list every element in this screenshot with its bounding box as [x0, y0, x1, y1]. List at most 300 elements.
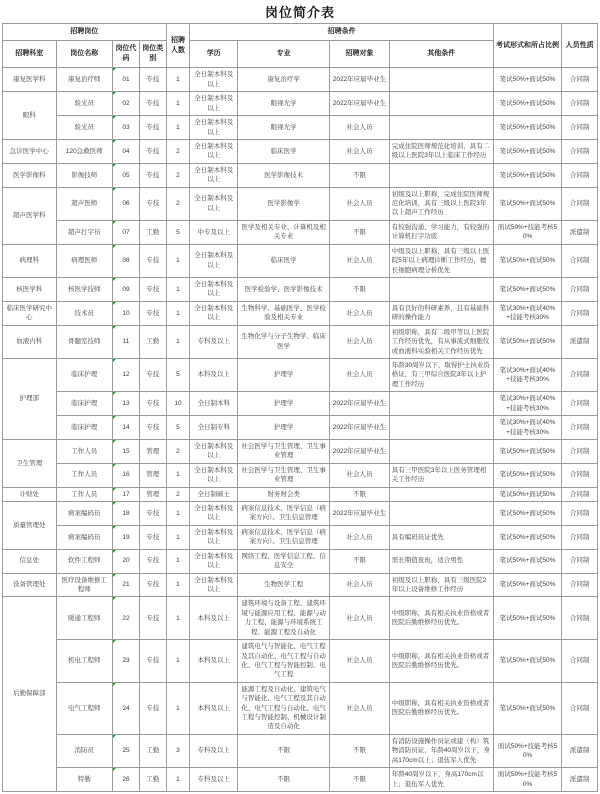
cell-personnel-nature: 合同制: [562, 502, 598, 526]
cell-exam-form: 面试50%+技能考核50%: [493, 768, 561, 792]
cell-post-code: 19: [113, 525, 140, 549]
cell-personnel-nature: 合同制: [562, 139, 598, 163]
cell-education: 专科及以上: [190, 734, 238, 767]
cell-major: 网络工程、医学信息工程、信息安全: [237, 549, 329, 573]
header-col-major: 专业: [237, 41, 329, 68]
cell-target: 2022年应届毕业生: [330, 68, 390, 92]
cell-post-code: 20: [113, 549, 140, 573]
cell-dept: 急诊医学中心: [3, 139, 57, 163]
table-row: [3, 244, 598, 277]
cell-post-code: 21: [113, 573, 140, 597]
cell-post-name: 影像技师: [56, 163, 113, 187]
cell-post-code: 09: [113, 278, 140, 302]
table-row: [3, 92, 598, 116]
cell-count: 1: [166, 278, 190, 302]
cell-education: 全日制本科及以上: [190, 439, 238, 463]
cell-education: 全日制本科及以上: [190, 68, 238, 92]
cell-personnel-nature: 合同制: [562, 163, 598, 187]
cell-exam-form: 面试50%+技能考核50%: [493, 220, 561, 244]
cell-exam-form: 笔试30%+面试40%+技能考核30%: [493, 358, 561, 391]
cell-target: 社会人员: [330, 187, 390, 220]
cell-education: 全日制本科及以上: [190, 502, 238, 526]
cell-count: 5: [166, 220, 190, 244]
header-col-name: 岗位名称: [56, 41, 113, 68]
cell-other-conditions: 中级职称，具有相关执业资格或者医院后勤维修经历优先。: [389, 682, 493, 734]
cell-post-name: 验光员: [56, 116, 113, 140]
cell-major: 眼视光学: [237, 92, 329, 116]
cell-count: 1: [166, 502, 190, 526]
cell-post-name: 暖通工程师: [56, 597, 113, 640]
cell-target: 不限: [330, 220, 390, 244]
table-row: [3, 278, 598, 302]
cell-exam-form: 笔试50%+面试50%: [493, 487, 561, 501]
table-row: [3, 68, 598, 92]
cell-major: 康复治疗学: [237, 68, 329, 92]
cell-education: 中专及以上: [190, 220, 238, 244]
cell-count: 1: [166, 68, 190, 92]
cell-post-name: 技术员: [56, 301, 113, 325]
cell-education: 全日制本科及以上: [190, 187, 238, 220]
cell-other-conditions: 具有良好的科研素养，且有基础科研的操作能力: [389, 301, 493, 325]
cell-target: 社会人员: [330, 525, 390, 549]
cell-other-conditions: [389, 416, 493, 440]
cell-exam-form: 笔试30%+面试40%+技能考核30%: [493, 416, 561, 440]
cell-exam-form: 笔试50%+面试50%: [493, 682, 561, 734]
cell-major: 建筑环境与设备工程、建筑环境与能源应用工程、能源与动力工程、能源与环境系统工程、能源工程及自动化: [237, 597, 329, 640]
cell-education: 全日制本科及以上: [190, 139, 238, 163]
cell-post-type: 专技: [139, 525, 166, 549]
cell-other-conditions: 中级及以上职称，具有三级以上医院5年以上病理诊断工作经历，擅长细胞病理分析优先: [389, 244, 493, 277]
cell-education: 本科及以上: [190, 358, 238, 391]
cell-post-type: 专技: [139, 597, 166, 640]
table-row: [3, 463, 598, 487]
cell-major: 护理学: [237, 416, 329, 440]
cell-major: 社会医学与卫生管理、卫生事业管理: [237, 439, 329, 463]
cell-personnel-nature: 合同制: [562, 682, 598, 734]
cell-exam-form: 笔试50%+面试50%: [493, 325, 561, 358]
table-row: [3, 487, 598, 501]
cell-post-code: 07: [113, 220, 140, 244]
cell-post-code: 12: [113, 358, 140, 391]
cell-count: 2: [166, 487, 190, 501]
cell-exam-form: 笔试50%+面试50%: [493, 278, 561, 302]
cell-target: 2022年应届毕业生: [330, 392, 390, 416]
cell-personnel-nature: 派遣制: [562, 220, 598, 244]
cell-dept: 康复医学科: [3, 68, 57, 92]
cell-post-name: 电气工程师: [56, 682, 113, 734]
cell-count: 1: [166, 549, 190, 573]
cell-post-type: 专技: [139, 640, 166, 683]
cell-post-name: 医疗设备维修工程师: [56, 573, 113, 597]
cell-count: 1: [166, 573, 190, 597]
cell-major: 护理学: [237, 392, 329, 416]
table-row: [3, 116, 598, 140]
cell-personnel-nature: 合同制: [562, 487, 598, 501]
cell-post-code: 15: [113, 439, 140, 463]
table-row: [3, 525, 598, 549]
cell-exam-form: 面试50%+技能考核50%: [493, 734, 561, 767]
cell-major: 病案信息技术、医学信息（病案方向）、卫生信息管理: [237, 502, 329, 526]
cell-post-code: 16: [113, 463, 140, 487]
cell-major: 医学影像学: [237, 187, 329, 220]
cell-post-code: 25: [113, 734, 140, 767]
cell-exam-form: 笔试50%+面试50%: [493, 139, 561, 163]
cell-major: 不限: [237, 768, 329, 792]
cell-post-type: 专技: [139, 502, 166, 526]
cell-count: 3: [166, 734, 190, 767]
cell-education: 全日制本科及以上: [190, 163, 238, 187]
cell-target: 社会人员: [330, 325, 390, 358]
cell-target: 社会人员: [330, 139, 390, 163]
cell-other-conditions: 年龄40周岁以下，身高170cm以上；退伍军人优先: [389, 768, 493, 792]
cell-education: 全日制专科: [190, 416, 238, 440]
cell-target: 2022年应届毕业生: [330, 92, 390, 116]
cell-exam-form: 笔试30%+面试40%+技能考核30%: [493, 392, 561, 416]
cell-other-conditions: 初级及以上职称，完成住院医师规范化培训，具有三级以上医院3年以上超声工作经历: [389, 187, 493, 220]
cell-post-name: 病案编码员: [56, 525, 113, 549]
cell-major: 生物化学与分子生物学、临床医学: [237, 325, 329, 358]
cell-post-code: 18: [113, 502, 140, 526]
header-col-target: 招聘对象: [330, 41, 390, 68]
cell-count: 1: [166, 301, 190, 325]
cell-other-conditions: [389, 502, 493, 526]
cell-count: 1: [166, 640, 190, 683]
cell-count: 1: [166, 682, 190, 734]
cell-post-name: 120急救医师: [56, 139, 113, 163]
table-row: [3, 573, 598, 597]
cell-exam-form: 笔试50%+面试50%: [493, 187, 561, 220]
cell-count: 5: [166, 416, 190, 440]
cell-education: 全日制本科及以上: [190, 463, 238, 487]
table-row: [3, 220, 598, 244]
cell-post-code: 11: [113, 325, 140, 358]
cell-major: 护理学: [237, 358, 329, 391]
cell-dept: 临床医学研究中心: [3, 301, 57, 325]
cell-major: 社会医学与卫生管理、卫生事业管理: [237, 463, 329, 487]
cell-education: 本科及以上: [190, 682, 238, 734]
page-title: 岗位简介表: [264, 5, 335, 20]
cell-exam-form: 笔试50%+面试50%: [493, 68, 561, 92]
cell-personnel-nature: 派遣制: [562, 325, 598, 358]
cell-personnel-nature: 合同制: [562, 92, 598, 116]
cell-other-conditions: [389, 278, 493, 302]
cell-target: 2022年应届毕业生: [330, 502, 390, 526]
cell-count: 2: [166, 163, 190, 187]
cell-personnel-nature: 合同制: [562, 278, 598, 302]
cell-other-conditions: 初级及以上职称，具有三级医院2年以上设备维修工作经历: [389, 573, 493, 597]
cell-other-conditions: 具有编码员证优先: [389, 525, 493, 549]
cell-target: 社会人员: [330, 597, 390, 640]
cell-education: 全日制本科及以上: [190, 525, 238, 549]
cell-exam-form: 笔试50%+面试50%: [493, 597, 561, 640]
cell-education: 全日制本科及以上: [190, 278, 238, 302]
cell-target: 不限: [330, 163, 390, 187]
cell-major: 生物科学、基础医学、医学检验及相关专业: [237, 301, 329, 325]
cell-major: 医学影像技术: [237, 163, 329, 187]
table-row: [3, 682, 598, 734]
cell-other-conditions: 中级职称，具有相关执业资格或者医院后勤维修经历优先。: [389, 640, 493, 683]
cell-post-type: 工勤: [139, 220, 166, 244]
cell-other-conditions: 需长期值夜班，适合男性: [389, 549, 493, 573]
cell-exam-form: 笔试50%+面试50%: [493, 463, 561, 487]
cell-dept: 卫生管理: [3, 439, 57, 487]
cell-personnel-nature: 合同制: [562, 573, 598, 597]
cell-personnel-nature: 合同制: [562, 244, 598, 277]
cell-post-code: 01: [113, 68, 140, 92]
cell-personnel-nature: 合同制: [562, 187, 598, 220]
cell-target: 不限: [330, 278, 390, 302]
table-row: [3, 163, 598, 187]
cell-target: 不限: [330, 768, 390, 792]
cell-target: 社会人员: [330, 682, 390, 734]
cell-personnel-nature: 合同制: [562, 439, 598, 463]
cell-target: 不限: [330, 549, 390, 573]
table-row: [3, 439, 598, 463]
cell-dept: 后勤保障部: [3, 597, 57, 792]
cell-post-type: 专技: [139, 187, 166, 220]
cell-post-code: 14: [113, 416, 140, 440]
cell-major: 医学及相关专业、计算机及相关专业: [237, 220, 329, 244]
cell-count: 2: [166, 439, 190, 463]
cell-education: 全日制本科及以上: [190, 301, 238, 325]
table-body: [3, 68, 598, 792]
cell-education: 全日制本科: [190, 392, 238, 416]
cell-count: 2: [166, 139, 190, 163]
cell-exam-form: 笔试50%+面试50%: [493, 439, 561, 463]
table-header: [3, 24, 598, 68]
cell-other-conditions: [389, 92, 493, 116]
cell-other-conditions: [389, 163, 493, 187]
cell-education: 全日制硕士: [190, 487, 238, 501]
cell-education: 全日制本科及以上: [190, 116, 238, 140]
cell-major: 医学检验学、医学影像技术: [237, 278, 329, 302]
cell-exam-form: 笔试50%+面试50%: [493, 573, 561, 597]
cell-exam-form: 笔试50%+面试50%: [493, 640, 561, 683]
cell-post-name: 工作人员: [56, 487, 113, 501]
cell-count: 1: [166, 597, 190, 640]
header-group-post: 招聘岗位: [3, 24, 167, 41]
cell-personnel-nature: 合同制: [562, 416, 598, 440]
cell-education: 本科及以上: [190, 640, 238, 683]
cell-count: 10: [166, 392, 190, 416]
cell-major: 建筑电气与智能化、电气工程及其自动化、电气工程与自动化、电气工程与智能控制、电气工程: [237, 640, 329, 683]
cell-count: 1: [166, 325, 190, 358]
cell-education: 全日制本科及以上: [190, 244, 238, 277]
cell-exam-form: 笔试50%+面试50%: [493, 92, 561, 116]
cell-exam-form: 笔试50%+面试50%: [493, 502, 561, 526]
header-group-cond: 招聘条件: [190, 24, 493, 41]
table-row: [3, 549, 598, 573]
cell-dept: 质量管理处: [3, 502, 57, 550]
cell-post-name: 核医学技师: [56, 278, 113, 302]
cell-personnel-nature: 派遣制: [562, 734, 598, 767]
cell-other-conditions: 年龄30周岁以下，取得护士执业资格证，有三甲综合医院3年以上护理工作经历: [389, 358, 493, 391]
cell-target: 社会人员: [330, 301, 390, 325]
cell-post-type: 工勤: [139, 325, 166, 358]
cell-education: 本科及以上: [190, 597, 238, 640]
cell-post-name: 消防员: [56, 734, 113, 767]
cell-target: 社会人员: [330, 358, 390, 391]
cell-post-name: 临床护理: [56, 416, 113, 440]
cell-post-type: 专技: [139, 301, 166, 325]
cell-post-name: 超声打字员: [56, 220, 113, 244]
cell-count: 1: [166, 525, 190, 549]
cell-post-code: 08: [113, 244, 140, 277]
cell-count: 5: [166, 358, 190, 391]
table-row: [3, 358, 598, 391]
cell-other-conditions: 完成住院医师规范化培训，具有二级以上医院3年以上临床工作经历: [389, 139, 493, 163]
cell-count: 1: [166, 92, 190, 116]
cell-post-code: 24: [113, 682, 140, 734]
job-intro-table: [2, 23, 598, 792]
cell-post-name: 机电工程师: [56, 640, 113, 683]
table-row: [3, 734, 598, 767]
cell-dept: 核医学科: [3, 278, 57, 302]
table-row: [3, 640, 598, 683]
cell-personnel-nature: 合同制: [562, 640, 598, 683]
cell-post-type: 专技: [139, 68, 166, 92]
cell-post-type: 管理: [139, 463, 166, 487]
cell-target: 不限: [330, 487, 390, 501]
header-col-code: 岗位代码: [113, 41, 140, 68]
cell-count: 1: [166, 463, 190, 487]
cell-other-conditions: 具有三甲医院3年以上医务管理相关工作经历: [389, 463, 493, 487]
cell-post-code: 04: [113, 139, 140, 163]
cell-post-name: 病案编码员: [56, 502, 113, 526]
cell-post-type: 专技: [139, 139, 166, 163]
cell-personnel-nature: 合同制: [562, 358, 598, 391]
cell-post-name: 特勤: [56, 768, 113, 792]
cell-post-name: 临床护理: [56, 358, 113, 391]
cell-education: 全日制本科及以上: [190, 573, 238, 597]
cell-post-type: 专技: [139, 573, 166, 597]
cell-personnel-nature: 派遣制: [562, 768, 598, 792]
cell-education: 专科及以上: [190, 768, 238, 792]
cell-other-conditions: [389, 487, 493, 501]
cell-target: 2022年应届毕业生: [330, 416, 390, 440]
cell-target: 2022年应届毕业生: [330, 439, 390, 463]
table-row: [3, 392, 598, 416]
cell-target: 社会人员: [330, 116, 390, 140]
cell-post-name: 康复治疗师: [56, 68, 113, 92]
table-row: [3, 325, 598, 358]
cell-post-code: 13: [113, 392, 140, 416]
cell-target: 社会人员: [330, 640, 390, 683]
cell-personnel-nature: 合同制: [562, 301, 598, 325]
cell-major: 财务财会类: [237, 487, 329, 501]
cell-major: 生物医学工程: [237, 573, 329, 597]
cell-exam-form: 笔试50%+面试50%: [493, 116, 561, 140]
cell-personnel-nature: 合同制: [562, 68, 598, 92]
cell-other-conditions: [389, 439, 493, 463]
table-row: [3, 416, 598, 440]
cell-personnel-nature: 合同制: [562, 463, 598, 487]
cell-personnel-nature: 合同制: [562, 525, 598, 549]
cell-count: 2: [166, 187, 190, 220]
cell-dept: 医学影像科: [3, 163, 57, 187]
cell-post-name: 工作人员: [56, 463, 113, 487]
cell-post-type: 工勤: [139, 734, 166, 767]
cell-target: 社会人员: [330, 573, 390, 597]
cell-post-type: 管理: [139, 439, 166, 463]
cell-other-conditions: 初级职称，具有二级甲等以上医院工作经历优先，有从事流式细胞仪或血液科实验相关工作经历优先: [389, 325, 493, 358]
header-col-edu: 学历: [190, 41, 238, 68]
cell-target: 社会人员: [330, 463, 390, 487]
cell-post-type: 专技: [139, 416, 166, 440]
cell-count: 1: [166, 244, 190, 277]
cell-personnel-nature: 合同制: [562, 116, 598, 140]
cell-post-code: 06: [113, 187, 140, 220]
cell-post-name: 病理医师: [56, 244, 113, 277]
cell-dept: 超声医学科: [3, 187, 57, 244]
cell-post-name: 工作人员: [56, 439, 113, 463]
header-col-type: 岗位类别: [139, 41, 166, 68]
header-col-dept: 招聘科室: [3, 41, 57, 68]
cell-major: 不限: [237, 734, 329, 767]
cell-post-code: 23: [113, 640, 140, 683]
cell-post-name: 超声医师: [56, 187, 113, 220]
cell-post-code: 02: [113, 92, 140, 116]
table-row: [3, 502, 598, 526]
cell-major: 临床医学: [237, 244, 329, 277]
cell-major: 眼视光学: [237, 116, 329, 140]
cell-count: 1: [166, 116, 190, 140]
cell-major: 能源工程及自动化、建筑电气与智能化、电气工程及其自动化、电气工程与自动化、电气工程与智能控制、机械设计制造及自动化: [237, 682, 329, 734]
cell-other-conditions: 有消防设施操作员证或建（构）筑物消防员证，年龄40周岁以下，身高170cm以上；退伍军人优先: [389, 734, 493, 767]
cell-post-type: 专技: [139, 116, 166, 140]
cell-exam-form: 笔试50%+面试50%: [493, 244, 561, 277]
cell-post-type: 专技: [139, 682, 166, 734]
cell-personnel-nature: 合同制: [562, 549, 598, 573]
cell-other-conditions: [389, 116, 493, 140]
table-row: [3, 301, 598, 325]
cell-post-type: 工勤: [139, 768, 166, 792]
cell-post-type: 专技: [139, 163, 166, 187]
header-col-exam: 考试形式和所占比例: [493, 24, 561, 68]
cell-post-type: 专技: [139, 392, 166, 416]
cell-exam-form: 笔试50%+面试50%: [493, 525, 561, 549]
cell-post-name: 临床护理: [56, 392, 113, 416]
cell-dept: 护理部: [3, 358, 57, 439]
cell-exam-form: 笔试30%+面试40%+技能考核30%: [493, 301, 561, 325]
cell-post-code: 22: [113, 597, 140, 640]
table-row: [3, 768, 598, 792]
cell-post-type: 专技: [139, 549, 166, 573]
cell-dept: 病理科: [3, 244, 57, 277]
table-row: [3, 187, 598, 220]
cell-post-name: 验光员: [56, 92, 113, 116]
cell-count: 1: [166, 768, 190, 792]
cell-exam-form: 笔试50%+面试50%: [493, 549, 561, 573]
cell-post-type: 专技: [139, 92, 166, 116]
header-col-count: 招聘人数: [166, 24, 190, 68]
header-col-other: 其他条件: [389, 41, 493, 68]
cell-post-code: 17: [113, 487, 140, 501]
cell-post-type: 专技: [139, 244, 166, 277]
cell-major: 临床医学: [237, 139, 329, 163]
cell-post-code: 10: [113, 301, 140, 325]
cell-dept: 信息处: [3, 549, 57, 573]
cell-post-name: 软件工程师: [56, 549, 113, 573]
cell-other-conditions: [389, 392, 493, 416]
cell-major: 病案信息技术、医学信息（病案方向）、卫生信息管理: [237, 525, 329, 549]
cell-other-conditions: 有较强沟通、学习能力，有较强的计算机打字功底: [389, 220, 493, 244]
cell-education: 全日制本科及以上: [190, 92, 238, 116]
cell-other-conditions: 中级职称，具有相关执业资格或者医院后勤维修经历优先。: [389, 597, 493, 640]
cell-post-code: 03: [113, 116, 140, 140]
cell-post-type: 管理: [139, 487, 166, 501]
cell-post-type: 专技: [139, 278, 166, 302]
